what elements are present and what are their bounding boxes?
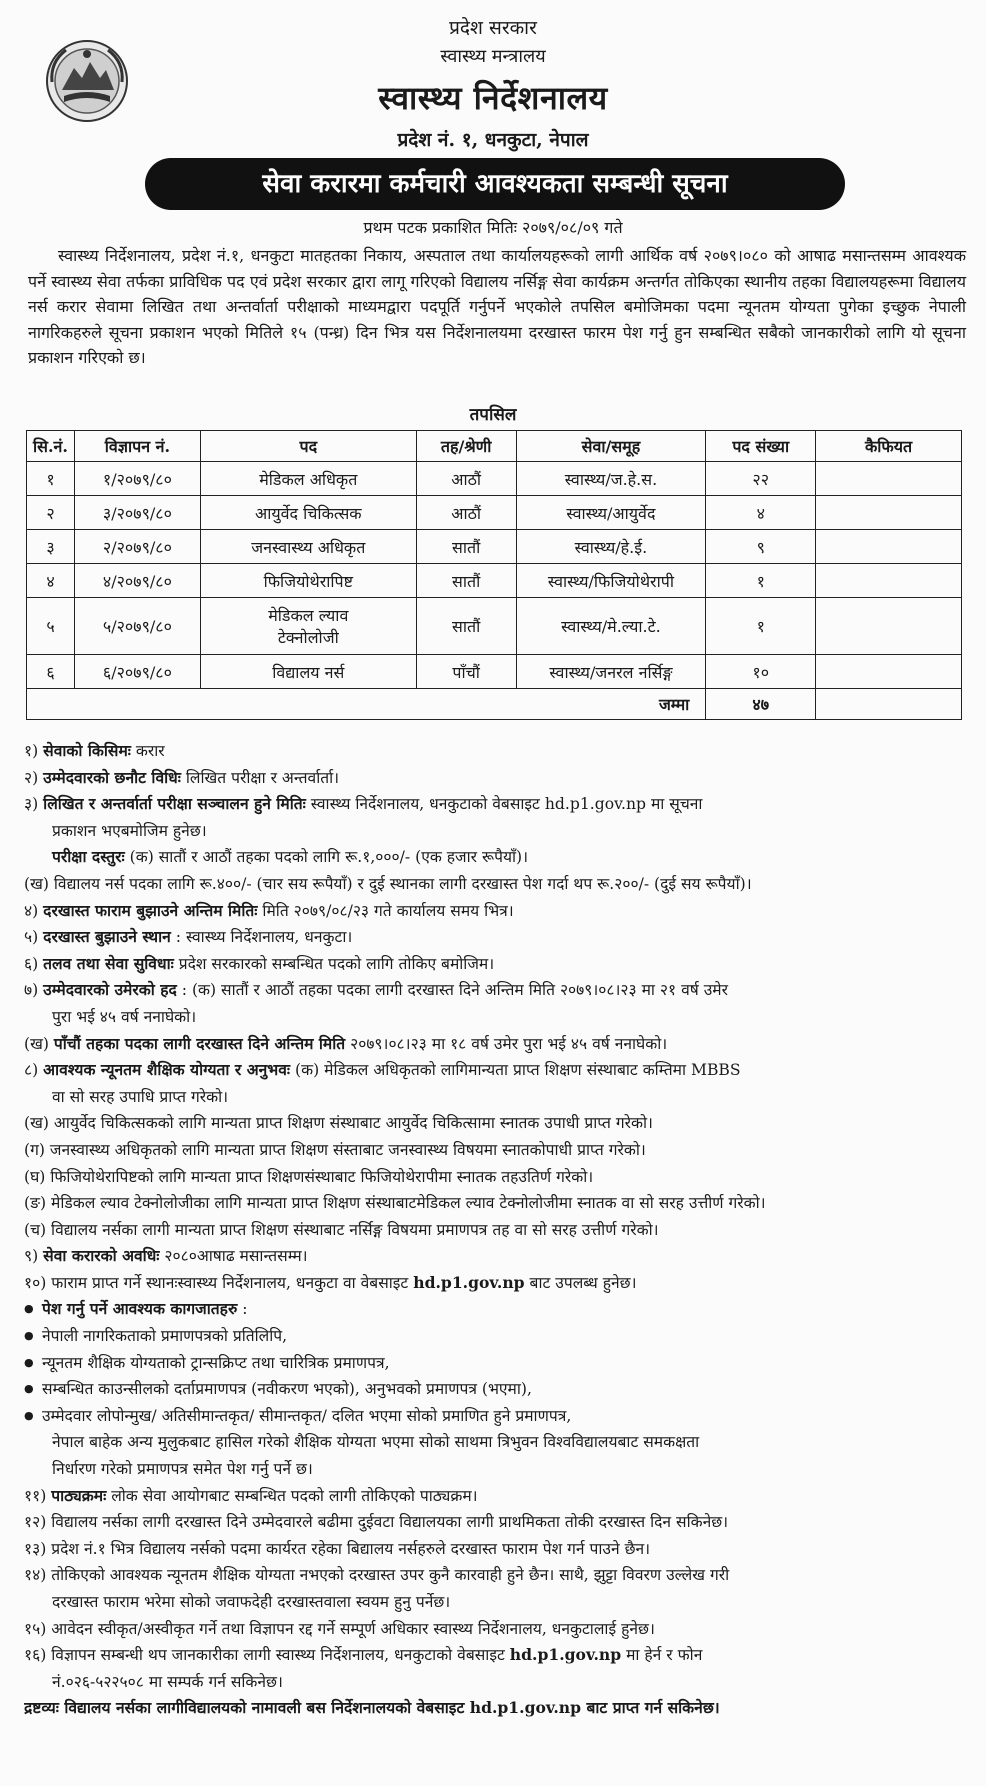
intro-paragraph: स्वास्थ्य निर्देशनालय, प्रदेश नं.१, धनकुटा मातहतका निकाय, अस्पताल तथा कार्यालयहरूको लागी आर्थिक वर्ष २०७९।०८० को आषाढ मसान्तसम्म आवश्यक पर्ने स्वास्थ्य सेवा तर्फका प्राविधिक पद एवं प्रदेश सरकार द्वारा लागू गरिएको विद्यालय नर्सिङ्ग सेवा कार्यक्रम अन्तर्गत तोकिएका स्थानीय तहका विद्यालयहरूमा विद्यालय नर्स करार सेवामा लिखित तथा अन्तर्वार्ता परीक्षाको माध्यमद्वारा पदपूर्ति गर्नुपर्ने भएकोले तपसिल बमोजिमका पदमा न्यूनतम योग्यता पुगेका इच्छुक नेपाली नागरिकहरुले सूचना प्रकाशन भएको मितिले १५ (पन्ध्र) दिन भित्र यस निर्देशनालयमा दरखास्त फारम पेश गर्नु हुन सम्बन्धित सबैको जानकारीको लागि यो सूचना प्रकाशन गरिएको छ। (28, 246, 966, 368)
term-2: २) उम्मेदवारको छनौट विधिः लिखित परीक्षा र अन्तर्वार्ता। (24, 767, 340, 787)
total-remarks (816, 689, 962, 720)
term-4: ४) दरखास्त फाराम बुझाउने अन्तिम मितिः मिति २०७९/०८/२३ गते कार्यालय समय भित्र। (24, 900, 514, 920)
term-7-cont: पुरा भई ४५ वर्ष ननाघेको। (52, 1007, 197, 1026)
documents-cont-2: निर्धारण गरेको प्रमाणपत्र समेत पेश गर्नु पर्ने छ। (52, 1460, 313, 1479)
cell: ४/२०७९/८० (74, 564, 200, 598)
cell: ३ (27, 530, 75, 564)
cell: सातौं (416, 530, 516, 564)
header-remarks: कैफियत (816, 431, 962, 462)
term-6: ६) तलव तथा सेवा सुविधाः प्रदेश सरकारको सम्बन्धित पदको लागि तोकिए बमोजिम। (24, 953, 495, 973)
header-address: प्रदेश नं. १, धनकुटा, नेपाल (397, 129, 589, 151)
term-13: १३) प्रदेश नं.१ भित्र विद्यालय नर्सको पदमा कार्यरत रहेका बिद्यालय नर्सहरुले दरखास्त फाराम पेश गर्न पाउने छैन। (24, 1539, 651, 1558)
term-10: १०) फाराम प्राप्त गर्ने स्थानःस्वास्थ्य निर्देशनालय, धनकुटा वा वेबसाइट hd.p1.gov.np बाट उपलब्ध हुनेछ। (24, 1272, 637, 1292)
cell: ६/२०७९/८० (74, 655, 200, 689)
cell (816, 530, 962, 564)
term-14: १४) तोकिएको आवश्यक न्यूनतम शैक्षिक योग्यता नभएको दरखास्त उपर कुनै कारवाही हुने छैन। साथै, झुट्टा विवरण उल्लेख गरी (24, 1566, 730, 1585)
cell: स्वास्थ्य/ज.हे.स. (516, 462, 706, 496)
term-9: ९) सेवा करारको अवधिः २०८०आषाढ मसान्तसम्म। (24, 1246, 308, 1266)
total-label: जम्मा (27, 689, 706, 720)
publication-date: प्रथम पटक प्रकाशित मितिः २०७९/०८/०९ गते (363, 218, 623, 237)
header (0, 0, 986, 160)
term-8-nga: (ङ) मेडिकल ल्याव टेक्नोलोजीका लागि मान्यता प्राप्त शिक्षण संस्थाबाटमेडिकल ल्याव टेक्नोलोजीमा स्नातक वा सो सरह उत्तीर्ण गरेको। (24, 1194, 766, 1213)
term-7: ७) उम्मेदवारको उमेरको हद : (क) सातौं र आठौं तहका पदका लागी दरखास्त दिने अन्तिम मिति २०७९।०८।२३ मा २१ वर्ष उमेर (24, 980, 728, 1000)
document-item: ● उम्मेदवार लोपोन्मुख/ अतिसीमान्तकृत/ सीमान्तकृत/ दलित भएमा सोको प्रमाणित हुने प्रमाणपत्र, (24, 1403, 966, 1430)
cell: १/२०७९/८० (74, 462, 200, 496)
note: द्रष्टव्यः विद्यालय नर्सका लागीविद्यालयको नामावली बस निर्देशनालयको वेबसाइट hd.p1.gov.np बाट प्राप्त गर्न सकिनेछ। (24, 1698, 720, 1718)
cell: ३/२०७९/८० (74, 496, 200, 530)
cell: २ (27, 496, 75, 530)
term-3: ३) लिखित र अन्तर्वार्ता परीक्षा सञ्चालन हुने मितिः स्वास्थ्य निर्देशनालय, धनकुटाको वेबसाइट hd.p1.gov.np मा सूचना (24, 794, 703, 814)
table-row (27, 496, 962, 530)
term-14-cont: दरखास्त फाराम भरेमा सोको जवाफदेही दरखास्तवाला स्वयम हुनु पर्नेछ। (52, 1593, 451, 1611)
cell: मेडिकल अधिकृत (200, 462, 416, 496)
header-post: पद (200, 431, 416, 462)
documents-heading: ● पेश गर्नु पर्ने आवश्यक कागजातहरु : (24, 1296, 966, 1323)
exam-fee-kha: (ख) विद्यालय नर्स पदका लागि रू.४००/- (चार सय रूपैयाँ) र दुई स्थानका लागी दरखास्त पेश गर्दा थप रू.२००/- (दुई सय रूपैयाँ)। (24, 874, 752, 893)
cell: फिजियोथेरापिष्ट (200, 564, 416, 598)
cell: स्वास्थ्य/आयुर्वेद (516, 496, 706, 530)
term-16: १६) विज्ञापन सम्बन्धी थप जानकारीका लागी स्वास्थ्य निर्देशनालय, धनकुटाको वेबसाइट hd.p1.gov.np मा हेर्न र फोन (24, 1645, 703, 1665)
term-8-cha: (च) विद्यालय नर्सका लागी मान्यता प्राप्त शिक्षण संस्थाबाट नर्सिङ्ग विषयमा प्रमाणपत्र तह वा सो सरह उत्तीर्ण गरेको। (24, 1220, 659, 1239)
header-count: पद संख्या (706, 431, 816, 462)
term-3-cont: प्रकाशन भएबमोजिम हुनेछ। (52, 821, 207, 840)
term-7-kha: (ख) पाँचौं तहका पदका लागी दरखास्त दिने अन्तिम मिति २०७९।०८।२३ मा १८ वर्ष उमेर पुरा भई ४५ वर्ष ननाघेको। (24, 1033, 668, 1053)
table-row (27, 530, 962, 564)
notice-banner: सेवा करारमा कर्मचारी आवश्यकता सम्बन्धी सूचना (145, 158, 845, 210)
table-total-row (27, 689, 962, 720)
cell: मेडिकल ल्याव टेक्नोलोजी (200, 598, 416, 655)
vacancy-table (26, 430, 962, 720)
cell: ४ (27, 564, 75, 598)
cell (816, 564, 962, 598)
term-8-kha: (ख) आयुर्वेद चिकित्सकको लागि मान्यता प्राप्त शिक्षण संस्थाबाट आयुर्वेद चिकित्सामा स्नातक उपाधी प्राप्त गरेको। (24, 1114, 653, 1133)
header-sn: सि.नं. (27, 431, 75, 462)
cell (816, 462, 962, 496)
table-row (27, 462, 962, 496)
cell: पाँचौं (416, 655, 516, 689)
cell: १ (27, 462, 75, 496)
header-level: तह/श्रेणी (416, 431, 516, 462)
cell: आठौं (416, 462, 516, 496)
header-service: सेवा/समूह (516, 431, 706, 462)
term-15: १५) आवेदन स्वीकृत/अस्वीकृत गर्ने तथा विज्ञापन रद्द गर्ने सम्पूर्ण अधिकार स्वास्थ्य निर्देशनालय, धनकुटालाई हुनेछ। (24, 1619, 655, 1638)
cell: ४ (706, 496, 816, 530)
cell: स्वास्थ्य/मे.ल्या.टे. (516, 598, 706, 655)
term-8: ८) आवश्यक न्यूनतम शैक्षिक योग्यता र अनुभवः (क) मेडिकल अधिकृतको लागिमान्यता प्राप्त शिक्षण संस्थाबाट कम्तिमा MBBS (24, 1060, 741, 1080)
cell: ९ (706, 530, 816, 564)
document-item: ● न्यूनतम शैक्षिक योग्यताको ट्रान्सक्रिप्ट तथा चारित्रिक प्रमाणपत्र, (24, 1350, 966, 1377)
exam-fee: परीक्षा दस्तुरः (क) सातौं र आठौं तहका पदको लागि रू.१,०००/- (एक हजार रूपैयाँ)। (52, 847, 529, 867)
header-ad-no: विज्ञापन नं. (74, 431, 200, 462)
cell (816, 496, 962, 530)
cell: ५ (27, 598, 75, 655)
term-8-gha: (घ) फिजियोथेरापिष्टको लागि मान्यता प्राप्त शिक्षणसंस्थाबाट फिजियोथेरापीमा स्नातक तहउतिर्ण गरेको। (24, 1167, 594, 1186)
cell: स्वास्थ्य/जनरल नर्सिङ्ग (516, 655, 706, 689)
term-1: १) सेवाको किसिमः करार (24, 741, 165, 760)
table-header-row (27, 431, 962, 462)
header-line-1: प्रदेश सरकार (449, 17, 537, 39)
cell: जनस्वास्थ्य अधिकृत (200, 530, 416, 564)
cell: १० (706, 655, 816, 689)
total-value: ४७ (706, 689, 816, 720)
table-row (27, 598, 962, 655)
term-11: ११) पाठ्यक्रमः लोक सेवा आयोगबाट सम्बन्धित पदको लागी तोकिएको पाठ्यक्रम। (24, 1485, 478, 1505)
page-title: स्वास्थ्य निर्देशनालय (378, 79, 608, 117)
document-item: ● नेपाली नागरिकताको प्रमाणपत्रको प्रतिलिपि, (24, 1323, 966, 1350)
notice-terms (24, 738, 966, 1722)
cell: विद्यालय नर्स (200, 655, 416, 689)
document-item: ● सम्बन्धित काउन्सीलको दर्ताप्रमाणपत्र (नवीकरण भएको), अनुभवको प्रमाणपत्र (भएमा), (24, 1376, 966, 1403)
term-16-cont: नं.०२६-५२२५०८ मा सम्पर्क गर्न सकिनेछ। (52, 1672, 283, 1691)
term-8-ga: (ग) जनस्वास्थ्य अधिकृतको लागि मान्यता प्राप्त शिक्षण संस्ताबाट जनस्वास्थ्य विषयमा स्नातकोपाधी प्राप्त गरेको। (24, 1140, 646, 1159)
cell: १ (706, 564, 816, 598)
cell: स्वास्थ्य/फिजियोथेरापी (516, 564, 706, 598)
cell: सातौं (416, 564, 516, 598)
header-line-2: स्वास्थ्य मन्त्रालय (440, 46, 546, 67)
term-5: ५) दरखास्त बुझाउने स्थान : स्वास्थ्य निर्देशनालय, धनकुटा। (24, 927, 353, 947)
cell: २/२०७९/८० (74, 530, 200, 564)
cell: आठौं (416, 496, 516, 530)
cell (816, 655, 962, 689)
cell (816, 598, 962, 655)
table-title: तपसिल (469, 405, 517, 425)
cell: २२ (706, 462, 816, 496)
cell: ५/२०७९/८० (74, 598, 200, 655)
term-12: १२) विद्यालय नर्सका लागी दरखास्त दिने उम्मेदवारले बढीमा दुईवटा विद्यालयका लागी प्राथमिकता तोकी दरखास्त दिन सकिनेछ। (24, 1513, 729, 1532)
term-8-cont: वा सो सरह उपाधि प्राप्त गरेको। (52, 1087, 229, 1106)
cell: स्वास्थ्य/हे.ई. (516, 530, 706, 564)
table-row (27, 564, 962, 598)
documents-cont-1: नेपाल बाहेक अन्य मुलुकबाट हासिल गरेको शैक्षिक योग्यता भएमा सोको साथमा त्रिभुवन विश्वविद्यालयबाट समकक्षता (52, 1433, 700, 1452)
table-row (27, 655, 962, 689)
cell: १ (706, 598, 816, 655)
cell: ६ (27, 655, 75, 689)
cell: आयुर्वेद चिकित्सक (200, 496, 416, 530)
cell: सातौं (416, 598, 516, 655)
